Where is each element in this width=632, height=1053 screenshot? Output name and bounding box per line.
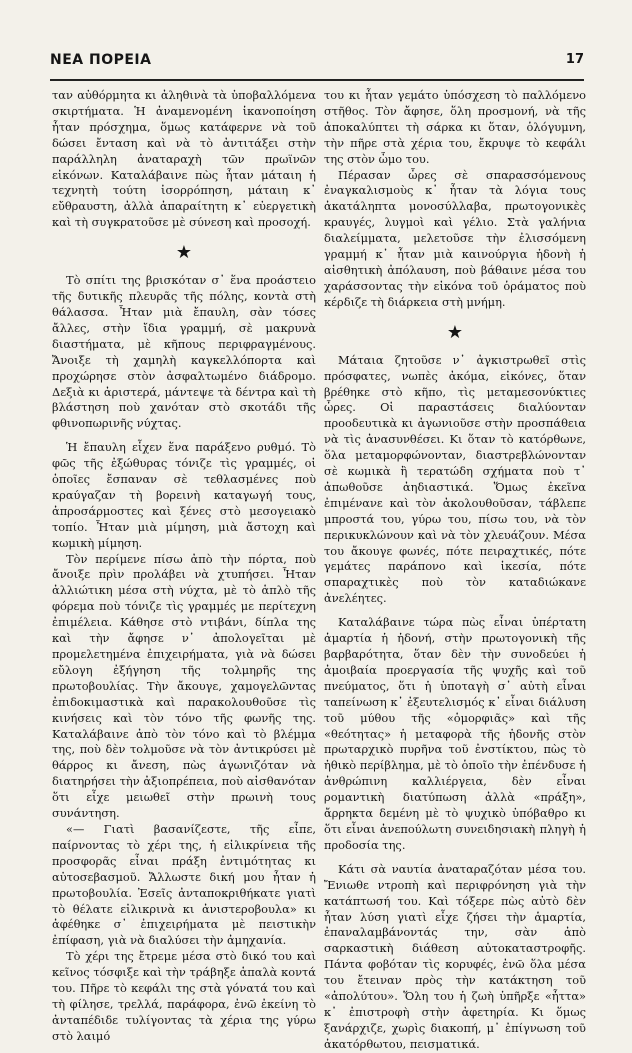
- running-header: [50, 48, 584, 70]
- paragraph: Ἡ ἔπαυλη εἶχεν ἕνα παράξενο ρυθμό. Τὸ φῶς τῆς ἐξώθυρας τόνιζε τὶς γραμμές, οἱ ὁποῖες ἔσπαναν σὲ τεθλασμένες ποὺ κραύγαζαν τὴ βορεινὴ καταγωγή τους, ἀπροσάρμοστες καὶ ξένες στὸ μεσογειακὸ τοπίο. Ἦταν μιὰ μίμηση, μιὰ ἄστοχη καὶ κωμικὴ μίμηση.: [52, 440, 316, 550]
- page-number: 17: [565, 52, 584, 67]
- paragraph: Τὸ χέρι της ἔτρεμε μέσα στὸ δικό του καὶ κεῖνος τόσφιξε καὶ τὴν τράβηξε ἁπαλὰ κοντά του. Πῆρε τὸ κεφάλι της στὰ γόνατά του καὶ τὴ φίλησε, τρελλά, παράφορα, ἐνῶ ἐκείνη τὸ ἀνταπέδιδε τυλίγοντας τὰ χέρια της γύρω στὸ λαιμό: [52, 949, 316, 1043]
- paragraph: Μάταια ζητοῦσε ν᾿ ἀγκιστρωθεῖ στὶς πρόσφατες, νωπὲς ἀκόμα, εἰκόνες, ὅταν βρέθηκε στὸ κῆπο, τὶς μεταμεσονύκτιες ὧρες. Οἱ παραστάσεις διαλύονταν προοδευτικὰ κι ἀγωνιοῦσε στὴν προσπάθεια νὰ τὶς ἀνασυνθέσει. Κι ὅταν τὸ κατόρθωνε, ὅλα μεταμορφώνονταν, διαστρεβλώνονταν σὲ κωμικὰ ἢ τερατώδη σχήματα ποὺ τ᾿ ἀπωθοῦσε ἀηδιαστικά. Ὅμως ἐκεῖνα ἐπιμένανε καὶ τὸν ἀκολουθοῦσαν, τάβλεπε μπροστά του, γύρω του, πίσω του, νὰ τὸν περικυκλώνουν καὶ νὰ τὸν χλευάζουν. Μέσα του ἄκουγε φωνές, πότε πειραχτικές, πότε γεμάτες παράπονο καὶ ἱκεσία, πότε σπαραχτικὲς ποὺ τὸν καταδιώκανε ἀνελέητες.: [324, 352, 586, 606]
- left-column: [52, 88, 316, 1045]
- section-star: ★: [175, 242, 193, 264]
- section-star: ★: [446, 321, 464, 343]
- paragraph: ταν αὐθόρμητα κι ἀληθινὰ τὰ ὑποβαλλόμενα σκιρτήματα. Ἡ ἀναμενομένη ἱκανοποίηση ἦταν πρόσχημα, ὅμως κατάφερνε νὰ τοῦ δώσει ἔνταση καὶ νὰ τὸ ἀντιτάξει στὴν παράλληλη ἀναταραχὴ τῶν πρωϊνῶν εἰκόνων. Καταλάβαινε πὼς ἦταν μάταιη ἡ τεχνητὴ τούτη ἰσορρόπηση, μάταιη κ᾿ εὔθραυστη, ἀλλὰ ἀπαραίτητη κ᾿ εὐεργετικὴ καὶ τὴ συγκρατοῦσε μὲ σύνεση καὶ προσοχή.: [52, 88, 316, 230]
- paragraph: Καταλάβαινε τώρα πὼς εἶναι ὑπέρτατη ἁμαρτία ἡ ἡδονή, στὴν πρωτογονικὴ τῆς βαρβαρότητα, ὅταν δὲν τὴν συνοδεύει ἡ ἀμοιβαία προεργασία τῆς ψυχῆς καὶ τοῦ πνεύματος, ὅτι ἡ ὑποταγὴ σ᾿ αὐτὴ εἶναι ταπείνωση κ᾿ ἐξευτελισμός κ᾿ εἶναι διάλυση τοῦ μύθου τῆς «ὁμορφιᾶς» καὶ τῆς «θεότητας» ἡ μεταφορὰ τῆς ἡδονῆς στὸν πρωταρχικὸ πυρῆνα τοῦ ἐνστίκτου, πὼς τὸ ἠθικὸ περίβλημα, μὲ τὸ ὁποῖο τὴν ἐπένδυσε ἡ ἀνθρώπινη καλλιέργεια, δὲν εἶναι ρομαντικὴ διατύπωση ἀλλὰ «πράξη», ἄρρηκτα δεμένη μὲ τὸ ψυχικὸ ὑπόβαθρο κι ὅτι εἶναι ἀνεπούλωτη συνειδησιακὴ πληγὴ ἡ προδοσία της.: [324, 615, 586, 852]
- right-column: [324, 88, 586, 1053]
- paragraph: Τὸ σπίτι της βρισκόταν σ᾿ ἕνα προάστειο τῆς δυτικῆς πλευρᾶς τῆς πόλης, κοντὰ στὴ θάλασσα. Ἦταν μιὰ ἔπαυλη, σὰν τόσες ἄλλες, στὴν ἴδια γραμμή, σὲ μακρυνὰ διαστήματα, μὲ κῆπους περιφραγμένους. Ἄνοιξε τὴ χαμηλὴ καγκελλόπορτα καὶ προχώρησε στὸν ἀσφαλτωμένο διάδρομο. Δεξιὰ κι ἀριστερά, μάντεψε τὰ δέντρα καὶ τὴ βλάστηση ποὺ χανόταν στὸ σκοτάδι τῆς φθινοπωρινῆς νύχτας.: [52, 273, 316, 431]
- paragraph: Πέρασαν ὧρες σὲ σπαρασσόμενους ἐναγκαλισμοὺς κ᾿ ἦταν τὰ λόγια τους ἀκατάληπτα μονοσύλλαβα, πρωτογονικὲς κραυγές, λυγμοὶ καὶ γέλιο. Στὰ γαλήνια διαλείμματα, μελετοῦσε τὴν ἐλισσόμενη γραμμή κ᾿ ἦταν μιὰ καινούργια ἡδονὴ ἡ αἰσθητικὴ ἀπόλαυση, ποὺ βάθαινε μέσα του χαράσσοντας τὴν εἰκόνα τοῦ ὁράματος ποὺ κέρδιζε τὴ διάρκεια στὴ μνήμη.: [324, 167, 586, 309]
- journal-title: ΝΕΑ ΠΟΡΕΙΑ: [50, 52, 152, 68]
- header-rule: [50, 79, 584, 81]
- paragraph: Τὸν περίμενε πίσω ἀπὸ τὴν πόρτα, ποὺ ἄνοιξε πρὶν προλάβει νὰ χτυπήσει. Ἦταν ἀλλιώτικη μέσα στὴ νύχτα, μὲ τὸ ἁπλὸ τῆς φόρεμα ποὺ τόνιζε τὶς γραμμές με περίτεχνη ἐπιμέλεια. Κάθησε στὸ ντιβάνι, δίπλα της καὶ τὴν ἄφησε ν᾿ ἀπολογεῖται μὲ προμελετημένα ἐπιχειρήματα, γιὰ νὰ δώσει εὔλογη ἐξήγηση τῆς τολμηρῆς της πρωτοβουλίας. Τὴν ἄκουγε, χαμογελῶντας ἐπιδοκιμαστικὰ καὶ παρακολουθοῦσε τὶς κινήσεις καὶ τὸν τόνο τῆς φωνῆς της. Καταλάβαινε ἀπὸ τὸν τόνο καὶ τὸ βλέμμα της, ποὺ δὲν τολμοῦσε νὰ τὸν ἀντικρύσει μὲ θάρρος κι ἄνεση, πὼς ἀγωνιζόταν νὰ διατηρήσει τὴν ἀξιοπρέπεια, ποὺ αἰσθανόταν ὅτι εἶχε μειωθεῖ στὴν πρωινὴ τους συνάντηση.: [52, 551, 316, 821]
- paragraph: του κι ἦταν γεμάτο ὑπόσχεση τὸ παλλόμενο στῆθος. Τὸν ἄφησε, ὅλη προσμονή, νὰ τῆς ἀποκαλύπτει τὴ σάρκα κι ὅταν, ὁλόγυμνη, τὴν πῆρε στὰ χέρια του, ἔκρυψε τὸ κεφάλι της στὸν ὦμο του.: [324, 88, 586, 166]
- paragraph: Κάτι σὰ ναυτία ἀναταραζόταν μέσα του. Ἔνιωθε ντροπὴ καὶ περιφρόνηση γιὰ τὴν κατάπτωσή του. Καὶ τόξερε πὼς αὐτὸ δὲν ἦταν λύση γιατὶ εἶχε ζήσει τὴν ἁμαρτία, ἐπαναλαμβάνοντάς την, σὰν ἀπὸ σαρκαστικὴ διάθεση αὐτοκαταστροφῆς. Πάντα φοβόταν τὶς κορυφές, ἐνῶ ὅλα μέσα του ἔτειναν πρὸς τὴν κατάκτηση τοῦ «ἀπολύτου». Ὅλη του ἡ ζωὴ ὑπῆρξε «ἧττα» κ᾿ ἐπιστροφὴ στὴν ἀφετηρία. Κι ὅμως ξανάρχιζε, χωρὶς διακοπή, μ᾿ ἐπίγνωση τοῦ ἀκατόρθωτου, πεισματικά.: [324, 861, 586, 1051]
- paragraph: «— Γιατὶ βασανίζεστε, τῆς εἶπε, παίρνοντας τὸ χέρι της, ἡ εἰλικρίνεια τῆς προσφορᾶς εἶναι πράξη ἐντιμότητας κι αὐτοσεβασμοῦ. Ἄλλωστε δική μου ἦταν ἡ πρωτοβουλία. Ἐσεῖς ἀνταποκριθήκατε γιατὶ τὸ θέλατε εἰλικρινὰ κι ἀνιστεροβουλα» κι ἀφέθηκε σ᾿ ἐπιχειρήματα μὲ πειστικὴν ἐπίφαση, γιὰ νὰ διαλύσει τὴν ἀμηχανία.: [52, 821, 316, 948]
